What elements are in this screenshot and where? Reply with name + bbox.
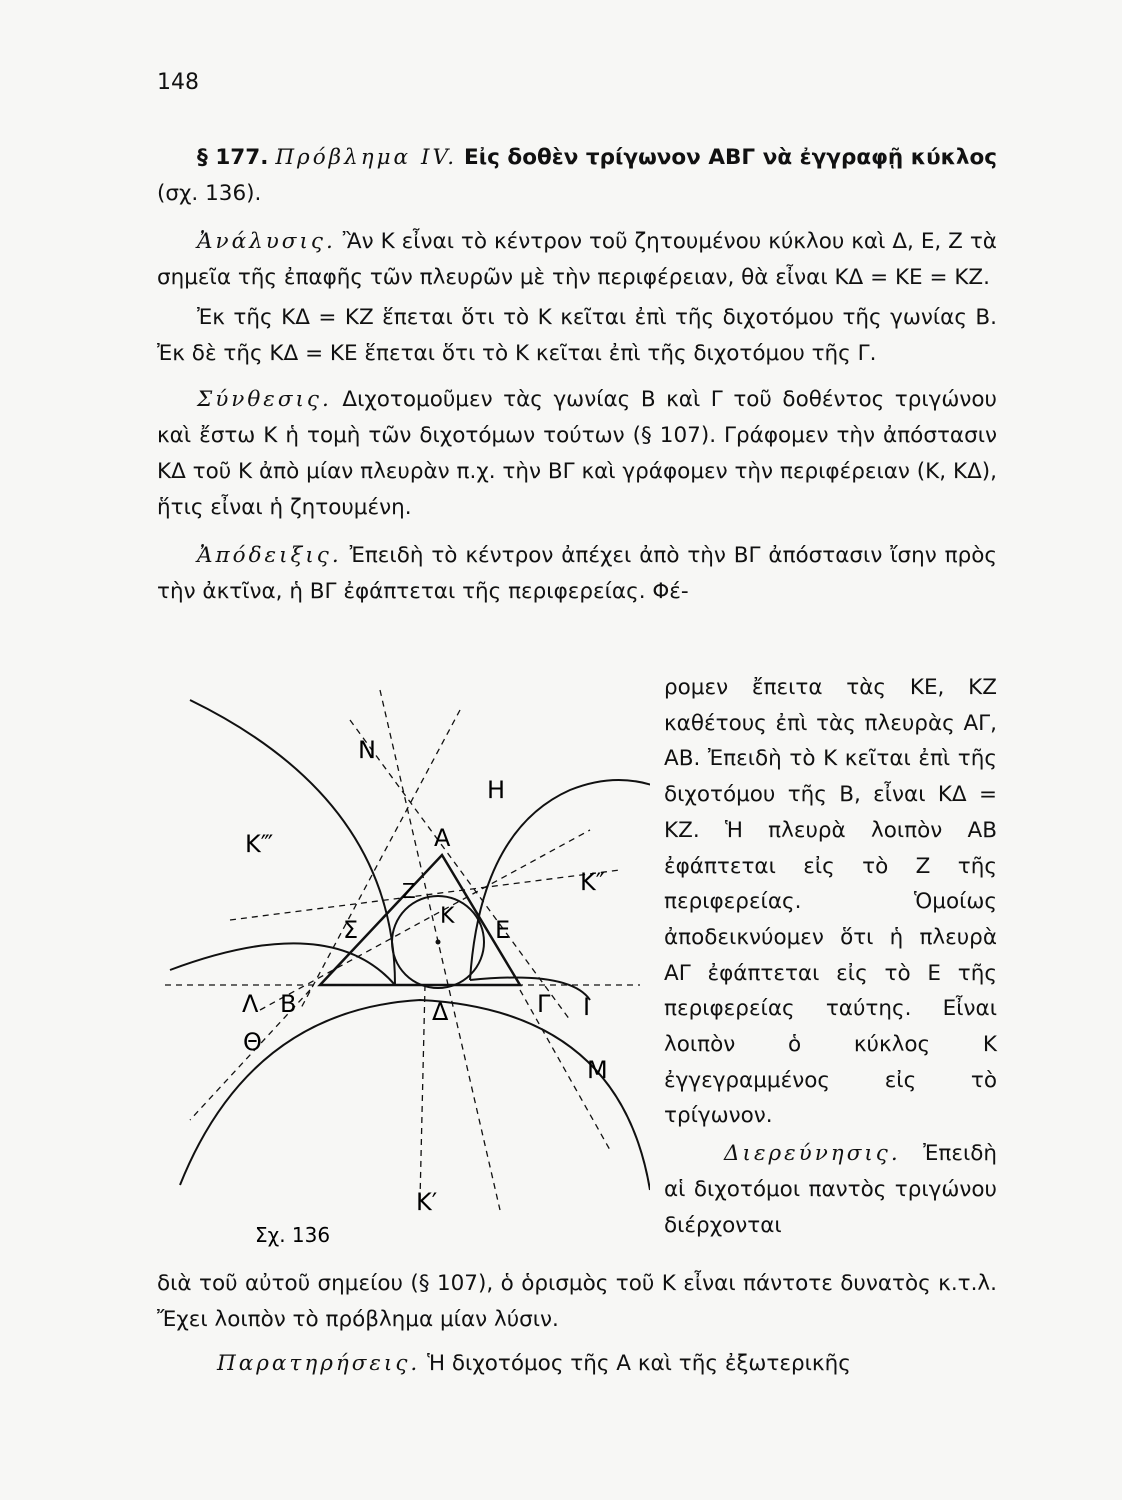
label-m: Μ — [587, 1056, 608, 1084]
label-d: Δ — [432, 998, 449, 1026]
label-kpp: Κ″ — [580, 868, 605, 896]
label-n: Ν — [358, 736, 376, 764]
remarks-paragraph — [157, 1346, 997, 1382]
bottom-text — [157, 1266, 997, 1382]
label-kp: Κ′ — [416, 1188, 438, 1216]
page-number: 148 — [157, 70, 199, 95]
discussion-paragraph — [664, 1136, 997, 1243]
analysis-keyword: Ἀνάλυσις. — [197, 229, 336, 254]
label-z: Ζ — [402, 879, 416, 903]
proof-keyword: Ἀπόδειξις. — [197, 543, 342, 568]
section-heading — [157, 140, 997, 212]
section-number: § 177. — [197, 145, 269, 170]
figure-caption: Σχ. 136 — [255, 1223, 331, 1247]
label-a: Α — [434, 824, 451, 852]
center-k-point — [436, 940, 441, 945]
label-g: Γ — [537, 990, 551, 1018]
label-th: Θ — [243, 1028, 262, 1056]
synthesis-keyword: Σύνθεσις. — [197, 387, 332, 412]
synthesis-text: Διχοτομοῦμεν τὰς γωνίας Β καὶ Γ τοῦ δοθέντος τριγώνου καὶ ἔστω Κ ἡ τομὴ τῶν διχοτόμων τούτων (§ 107). Γράφομεν τὴν ἀπόστασιν ΚΔ τοῦ Κ ἀπὸ μίαν πλευρὰν π.χ. τὴν ΒΓ καὶ γράφομεν τὴν περιφέρειαν (Κ, ΚΔ), ἥτις εἶναι ἡ ζητουμένη. — [157, 387, 997, 520]
proof-text-continued: ρομεν ἔπειτα τὰς ΚΕ, ΚΖ καθέτους ἐπὶ τὰς πλευρὰς ΑΓ, ΑΒ. Ἐπειδὴ τὸ Κ κεῖται ἐπὶ τῆς διχοτόμου τῆς Β, εἶναι ΚΔ = ΚΖ. Ἡ πλευρὰ λοιπὸν ΑΒ ἐφάπτεται εἰς τὸ Ζ τῆς περιφερείας. Ὁμοίως ἀποδεικνύομεν ὅτι ἡ πλευρὰ ΑΓ ἐφάπτεται εἰς τὸ Ε τῆς περιφερείας ταύτης. Εἶναι λοιπὸν ὁ κύκλος Κ ἐγγεγραμμένος εἰς τὸ τρίγωνον. — [664, 675, 997, 1129]
analysis-paragraph — [157, 224, 997, 296]
proof-paragraph — [157, 538, 997, 610]
remarks-keyword: Παρατηρήσεις. — [217, 1351, 421, 1376]
synthesis-paragraph — [157, 382, 997, 526]
excircle-arc-right-bottom — [470, 978, 590, 1001]
label-h: Η — [487, 776, 506, 804]
figure-136 — [150, 680, 650, 1260]
external-line-3 — [420, 985, 425, 1200]
excircle-arc-left-bottom — [170, 943, 395, 985]
remarks-text: Ἡ διχοτόμος τῆς Α καὶ τῆς ἐξωτερικῆς — [427, 1351, 851, 1376]
discussion-keyword: Διερεύνησις. — [724, 1141, 901, 1167]
label-k: Κ — [440, 904, 455, 929]
figure-reference: (σχ. 136). — [157, 181, 262, 206]
label-b: Β — [280, 990, 297, 1018]
right-column-text — [664, 670, 997, 1243]
label-l: Λ — [242, 990, 259, 1018]
label-kppp: Κ‴ — [245, 830, 274, 858]
discussion-text-bottom: διὰ τοῦ αὐτοῦ σημείου (§ 107), ὁ ὁρισμὸς τοῦ Κ εἶναι πάντοτε δυνατὸς κ.τ.λ. Ἔχει λοιπὸν τὸ πρόβλημα μίαν λύσιν. — [157, 1271, 997, 1332]
label-s: Σ — [343, 916, 359, 944]
analysis-text-2: Ἐκ τῆς ΚΔ = ΚΖ ἕπεται ὅτι τὸ Κ κεῖται ἐπὶ τῆς διχοτόμου τῆς γωνίας Β. Ἐκ δὲ τῆς ΚΔ = ΚΕ ἕπεται ὅτι τὸ Κ κεῖται ἐπὶ τῆς διχοτόμου τῆς Γ. — [157, 305, 997, 366]
label-e: Ε — [495, 916, 511, 944]
analysis-text-1: Ἂν Κ εἶναι τὸ κέντρον τοῦ ζητουμένου κύκλου καὶ Δ, Ε, Ζ τὰ σημεῖα τῆς ἐπαφῆς τῶν πλευρῶν μὲ τὴν περιφέρειαν, θὰ εἶναι ΚΔ = ΚΕ = ΚΖ. — [157, 229, 997, 290]
main-text — [157, 140, 997, 610]
proof-text-top: Ἐπειδὴ τὸ κέντρον ἀπέχει ἀπὸ τὴν ΒΓ ἀπόστασιν ἴσην πρὸς τὴν ἀκτῖνα, ἡ ΒΓ ἐφάπτεται τῆς περιφερείας. Φέ- — [157, 543, 997, 604]
label-i: Ι — [583, 993, 591, 1021]
discussion-text-col: Ἐπειδὴ αἱ διχοτόμοι παντὸς τριγώνου διέρχονται — [664, 1141, 997, 1238]
section-title: Εἰς δοθὲν τρίγωνον ΑΒΓ νὰ ἐγγραφῇ κύκλος — [464, 145, 997, 170]
problem-keyword: Πρόβλημα IV. — [275, 145, 458, 170]
bisector-a — [380, 690, 500, 1210]
bisector-g — [260, 830, 590, 1010]
excircle-arc-top — [470, 780, 650, 980]
external-line-2 — [350, 720, 570, 1020]
analysis-paragraph-2 — [157, 300, 997, 372]
bisector-b — [230, 870, 620, 920]
